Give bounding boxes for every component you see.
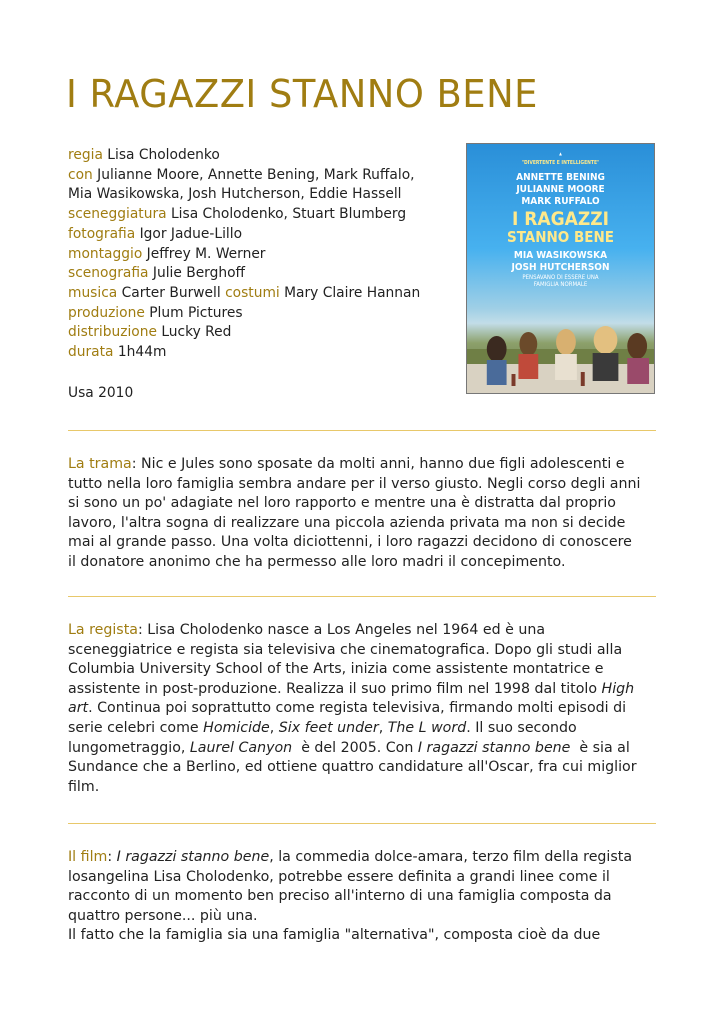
poster-actor: JOSH HUTCHERSON	[511, 262, 610, 273]
film-title: I ragazzi stanno bene	[417, 739, 571, 756]
credit-value: Lisa Cholodenko, Stuart Blumberg	[170, 206, 407, 223]
poster-actor: ANNETTE BENING	[516, 172, 605, 183]
series-title: The L word	[387, 719, 467, 736]
poster-actor: JULIANNE MOORE	[516, 184, 605, 195]
credit-montaggio	[68, 245, 458, 265]
text-span: è del 2005. Con	[292, 739, 418, 756]
credit-value: 1h44m	[117, 344, 167, 361]
credit-value: Plum Pictures	[149, 304, 243, 321]
poster-title: I RAGAZZI	[511, 208, 610, 230]
section-regista	[68, 621, 658, 797]
text-line: il donatore anonimo che ha permesso alle loro madri il concepimento.	[68, 553, 566, 570]
section-label: Il film	[68, 849, 108, 865]
credit-sceneggiatura	[68, 205, 458, 225]
poster-tagline: FAMIGLIA NORMALE	[533, 281, 588, 288]
credit-label: sceneggiatura	[68, 206, 167, 223]
series-title: Six feet under	[278, 719, 379, 736]
text-line	[68, 699, 658, 719]
poster-tagline: PENSAVANO DI ESSERE UNA	[522, 274, 599, 281]
credit-value: Julianne Moore, Annette Bening, Mark Ruffalo,	[97, 166, 415, 183]
credit-label: distribuzione	[68, 324, 157, 341]
credit-durata	[68, 343, 458, 363]
text-line: si sono un po' adagiate nel loro rapporto e mentre una è distratta dal proprio	[68, 495, 616, 512]
poster-title: STANNO BENE	[507, 228, 614, 246]
credit-scenografia	[68, 264, 458, 284]
poster-actor: MIA WASIKOWSKA	[513, 250, 608, 261]
text-line	[68, 739, 658, 759]
credit-produzione	[68, 304, 458, 324]
credit-label: con	[68, 166, 93, 183]
text-line: Columbia University School of the Arts, inizia come assistente montatrice e	[68, 661, 604, 678]
text-span: : Nic e Jules sono sposate da molti anni, hanno due figli adolescenti e	[131, 456, 625, 472]
film-title: Laurel Canyon	[189, 739, 293, 756]
text-line: tutto nella loro famiglia sembra andare per il verso giusto. Negli corso degli anni	[68, 475, 641, 492]
text-span: lungometraggio,	[68, 739, 190, 756]
credit-value: Igor Jadue-Lillo	[139, 225, 243, 242]
section-trama	[68, 455, 658, 573]
credit-value: Julie Berghoff	[152, 265, 246, 282]
credit-value: Lisa Cholodenko	[107, 147, 220, 163]
page-title: I RAGAZZI STANNO BENE	[66, 72, 538, 116]
credits-block	[68, 146, 458, 363]
text-line	[68, 719, 658, 739]
poster-actor: MARK RUFFALO	[521, 196, 600, 207]
credit-label: scenografia	[68, 265, 149, 282]
text-line	[68, 848, 658, 868]
credit-fotografia	[68, 225, 458, 245]
credit-label: durata	[68, 344, 114, 361]
credit-value: Lucky Red	[161, 324, 232, 341]
text-line: lavoro, l'altra sogna di realizzare una piccola azienda privata ma non si decide	[68, 514, 626, 531]
poster-scene-image	[467, 294, 654, 394]
text-line: racconto di un momento ben preciso all'interno di una famiglia composta da	[68, 888, 612, 905]
text-line: mai al grande passo. Una volta diciottenni, i loro ragazzi decidono di conoscere	[68, 534, 632, 551]
film-title: I ragazzi stanno bene	[116, 849, 270, 865]
text-span: ,	[269, 719, 279, 736]
text-line: losangelina Lisa Cholodenko, potrebbe essere definita a grandi linee come il	[68, 868, 610, 885]
text-line	[68, 680, 658, 700]
text-span: . Continua poi soprattutto come regista televisiva, firmando molti episodi di	[88, 700, 627, 717]
country-year: Usa 2010	[68, 385, 134, 401]
text-line: sceneggiatrice e regista sia televisiva che cinematografica. Dopo gli studi alla	[68, 641, 623, 658]
film-title: High	[601, 680, 635, 697]
text-span: :	[107, 849, 117, 865]
text-span: , la commedia dolce-amara, terzo film della regista	[269, 849, 633, 865]
text-span: assistente in post-produzione. Realizza il suo primo film nel 1998 dal titolo	[68, 680, 602, 697]
text-span: : Lisa Cholodenko nasce a Los Angeles nel 1964 ed è una	[137, 622, 546, 638]
credit-value: Carter Burwell	[121, 284, 221, 301]
credit-value: Mary Claire Hannan	[284, 284, 421, 301]
section-divider	[68, 823, 656, 824]
section-label: La regista	[68, 622, 138, 638]
section-divider	[68, 430, 656, 431]
series-title: Homicide	[203, 719, 270, 736]
credit-musica-costumi	[68, 284, 458, 304]
text-span: . Il suo secondo	[466, 719, 577, 736]
text-line	[68, 455, 658, 475]
credit-label: fotografia	[68, 225, 136, 242]
text-span: serie celebri come	[68, 719, 204, 736]
credit-label: regia	[68, 147, 103, 163]
text-line: Sundance che a Berlino, ed ottiene quattro candidature all'Oscar, fra cui miglior	[68, 759, 637, 776]
credit-regia	[68, 146, 458, 166]
credit-label: costumi	[225, 284, 280, 301]
credit-label: produzione	[68, 304, 145, 321]
text-line	[68, 621, 658, 641]
text-span: è sia al	[570, 739, 630, 756]
section-divider	[68, 596, 656, 597]
section-film	[68, 848, 658, 946]
credit-distribuzione	[68, 323, 458, 343]
text-line: Il fatto che la famiglia sia una famiglia "alternativa", composta cioè da due	[68, 927, 601, 944]
text-span: ,	[378, 719, 388, 736]
credit-con-cont: Mia Wasikowska, Josh Hutcherson, Eddie Hassell	[68, 186, 402, 203]
credit-label: musica	[68, 284, 118, 301]
poster-quote: "DIVERTENTE E INTELLIGENTE"	[521, 160, 600, 166]
movie-poster: ▲ "DIVERTENTE E INTELLIGENTE" ANNETTE BENING JULIANNE MOORE MARK RUFFALO I RAGAZZI STANNO BENE MIA WASIKOWSKA JOSH HUTCHERSON PENSAVANO DI ESSERE UNA FAMIGLIA NORMALE	[466, 143, 655, 394]
text-line: quattro persone... più una.	[68, 907, 258, 924]
section-label: La trama	[68, 456, 132, 472]
credit-value: Jeffrey M. Werner	[146, 245, 266, 262]
credit-label: montaggio	[68, 245, 143, 262]
text-line: film.	[68, 778, 100, 795]
film-title: art	[68, 700, 89, 717]
credit-con	[68, 166, 458, 186]
